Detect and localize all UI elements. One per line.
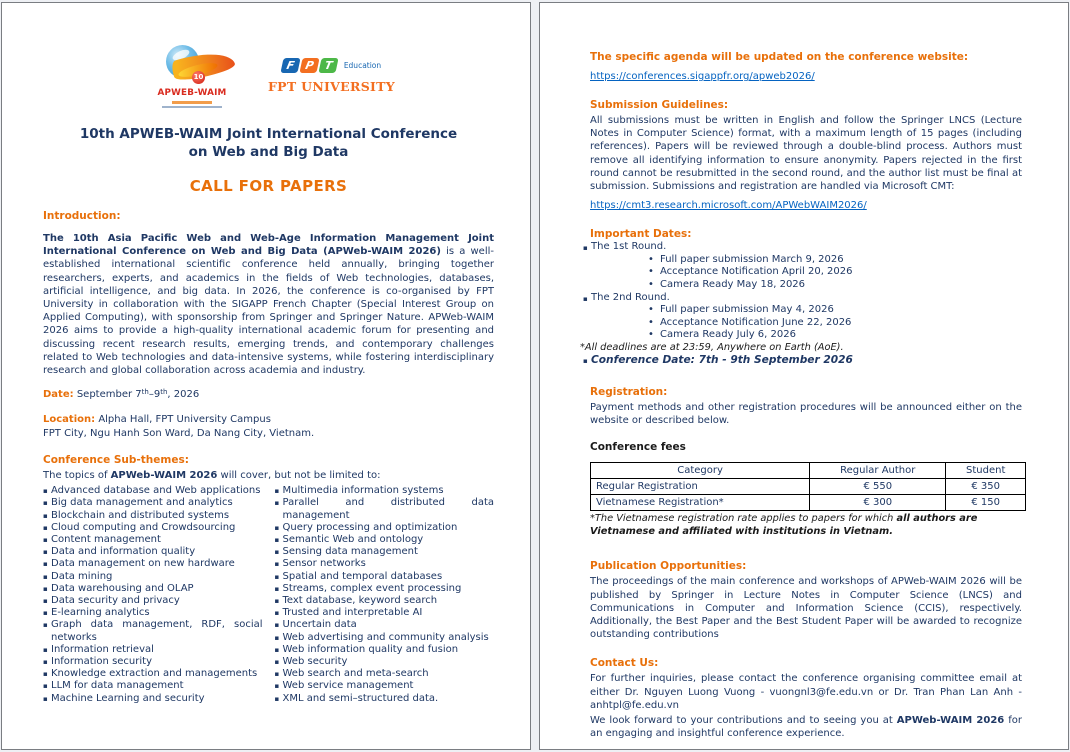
introduction-lead: The 10th Asia Pacific Web and Web-Age Information Management Joint International Conference on Web and Big Data (APWeb-WAIM 2026) xyxy=(43,233,494,258)
subtheme-item: ▪ Blockchain and distributed systems xyxy=(43,509,230,521)
registration-heading: Registration: xyxy=(590,386,668,399)
fees-cell-student: € 150 xyxy=(946,495,1026,511)
agenda-website-link[interactable]: https://conferences.sigappfr.org/apweb2026/ xyxy=(590,71,815,82)
subtheme-item: ▪ Trusted and interpretable AI xyxy=(274,607,423,619)
date-label: Date: xyxy=(43,389,74,401)
publication-paragraph: The proceedings of the main conference and workshops of APWeb-WAIM 2026 will be published by Springer in Lecture Notes in Computer Science (LNCS) and Communications in Computer and Information Science (CCIS), respectively. Additionally, the Best Paper and the Best Student Paper will be awarded to recognize outstanding contributions xyxy=(590,576,1022,641)
table-row xyxy=(591,479,1026,495)
fpt-letter-p: P xyxy=(299,58,319,73)
subtheme-item: ▪ E-learning analytics xyxy=(43,607,150,619)
bullet-icon: ▪ xyxy=(274,548,280,557)
bullet-icon: ▪ xyxy=(274,523,280,532)
subtheme-item: ▪ Web service management xyxy=(274,680,414,692)
submission-guidelines-heading: Submission Guidelines: xyxy=(590,99,729,111)
bullet-icon: ▪ xyxy=(43,572,48,581)
bullet-icon: ▪ xyxy=(274,694,280,703)
subtheme-item: ▪ Machine Learning and security xyxy=(43,692,205,704)
cmt-submission-link[interactable]: https://cmt3.research.microsoft.com/APWebWAIM2026/ xyxy=(590,200,867,212)
bullet-icon: ▪ xyxy=(43,645,48,654)
introduction-body: is a well-established international scientific conference held annually, bringing together researchers, experts, and academics in the fields of Web technologies, databases, artificial intelligence, and big data. In 2026, the conference is co-organised by FPT University in collaboration with the SIGAPP French Chapter (Special Interest Group on Applied Computing), with sponsorship from Springer and Springer Nature. APWeb-WAIM 2026 aims to provide a high-quality international academic forum for presenting and discussing recent research results, emerging trends, and contemporary challenges related to Web technologies and data-intensive systems, while fostering interdisciplinary research and global collaboration across academia and industry. xyxy=(43,246,494,377)
document-page-2 xyxy=(539,2,1069,750)
subtheme-item: ▪ Advanced database and Web applications xyxy=(43,485,261,497)
bullet-icon: ▪ xyxy=(43,499,48,508)
submission-guidelines-paragraph: All submissions must be written in English and follow the Springer LNCS (Lecture Notes in Computer Science) format, with a maximum length of 15 pages (including references). Papers will be reviewed through a double-blind process. Authors must remove all identifying information to ensure anonymity. Papers rejected in the first round cannot be resubmitted in the second round, and the author list must be final at submission. Submissions and registration are handled via Microsoft CMT: xyxy=(590,115,1022,193)
bullet-icon: ▪ xyxy=(274,597,280,606)
bullet-icon: ▪ xyxy=(583,294,588,303)
deadline-item: • Acceptance Notification April 20, 2026 xyxy=(648,266,853,278)
bullet-icon: ▪ xyxy=(274,645,280,654)
subthemes-intro: The topics of APWeb-WAIM 2026 will cover, but not be limited to: xyxy=(43,470,381,482)
subthemes-column-1 xyxy=(43,485,263,705)
deadline-item: • Camera Ready May 18, 2026 xyxy=(648,279,806,290)
logo-10th-badge: 10 xyxy=(192,71,205,84)
bullet-icon: ▪ xyxy=(274,658,280,667)
subtheme-item: ▪ Data management on new hardware xyxy=(43,558,235,570)
bullet-icon: ▪ xyxy=(43,609,48,618)
fpt-letter-f: F xyxy=(280,58,300,73)
subtheme-item: ▪ Data and information quality xyxy=(43,546,196,558)
bullet-icon: ▪ xyxy=(43,682,48,691)
bullet-icon: ▪ xyxy=(274,487,280,496)
subthemes-columns xyxy=(43,485,494,705)
bullet-icon: ▪ xyxy=(274,682,280,691)
bullet-icon: ▪ xyxy=(583,244,588,253)
date-value: September 7th–9th, 2026 xyxy=(76,387,200,401)
bullet-icon: ▪ xyxy=(43,560,48,569)
fees-header-category: Category xyxy=(591,463,810,479)
location-value-1: Alpha Hall, FPT University Campus xyxy=(98,414,271,426)
table-row xyxy=(591,495,1026,511)
bullet-icon: ▪ xyxy=(43,658,48,667)
logo-tagline-bar-2 xyxy=(162,106,222,108)
location-label: Location: xyxy=(43,414,96,426)
title-line-1: 10th APWEB-WAIM Joint International Conference xyxy=(79,126,458,142)
subtheme-item: ▪ LLM for data management xyxy=(43,680,184,692)
important-dates-heading: Important Dates: xyxy=(590,228,692,241)
registration-paragraph: Payment methods and other registration procedures will be announced either on the website or described below. xyxy=(590,402,1022,427)
bullet-icon: ▪ xyxy=(274,584,280,593)
date-line xyxy=(43,389,494,400)
apweb-logo-text: APWEB-WAIM xyxy=(157,88,227,98)
bullet-icon: • xyxy=(648,329,654,341)
subthemes-heading: Conference Sub-themes: xyxy=(43,454,189,467)
subtheme-item: ▪ Information retrieval xyxy=(43,643,154,655)
bullet-icon: ▪ xyxy=(43,584,48,593)
subtheme-item: ▪ Knowledge extraction and managements xyxy=(43,668,258,680)
bullet-icon: ▪ xyxy=(274,536,280,545)
subthemes-column-2 xyxy=(275,485,495,705)
round-1-item: ▪ The 1st Round. xyxy=(583,241,1022,254)
call-for-papers-heading: CALL FOR PAPERS xyxy=(189,177,348,195)
subtheme-item: ▪ Big data management and analytics xyxy=(43,497,233,509)
deadline-item: • Full paper submission May 4, 2026 xyxy=(648,304,834,316)
fpt-university-logo xyxy=(268,58,395,94)
subtheme-item: ▪ Data mining xyxy=(43,570,113,582)
bullet-icon: ▪ xyxy=(43,523,48,532)
contact-us-heading: Contact Us: xyxy=(590,657,659,670)
conference-date-item: ▪ Conference Date: 7th - 9th September 2026 xyxy=(583,354,853,367)
round-2-item: ▪ The 2nd Round. xyxy=(583,292,1022,305)
conference-fees-title: Conference fees xyxy=(590,441,686,454)
subtheme-item: ▪ XML and semi–structured data. xyxy=(274,692,439,704)
bullet-icon: ▪ xyxy=(274,633,280,642)
document-title xyxy=(43,125,494,161)
fees-cell-student: € 350 xyxy=(946,479,1026,495)
fees-cell-category: Regular Registration xyxy=(591,479,810,495)
deadline-item: • Camera Ready July 6, 2026 xyxy=(648,329,796,341)
bullet-icon: ▪ xyxy=(43,536,48,545)
subtheme-item: ▪ Semantic Web and ontology xyxy=(274,534,424,546)
bullet-icon: • xyxy=(648,304,654,316)
location-line-1 xyxy=(43,413,494,427)
conference-fees-table xyxy=(590,462,1026,511)
fees-header-row xyxy=(591,463,1026,479)
subtheme-item: ▪ Query processing and optimization xyxy=(274,521,458,533)
subtheme-item: ▪ Content management xyxy=(43,534,161,546)
bullet-icon: • xyxy=(648,316,654,328)
agenda-heading: The specific agenda will be updated on the conference website: xyxy=(590,51,969,63)
bullet-icon: ▪ xyxy=(43,621,48,630)
subtheme-item: ▪ Parallel and distributed data management xyxy=(274,497,494,521)
subtheme-item: ▪ Graph data management, RDF, social networks xyxy=(43,619,263,643)
bullet-icon: ▪ xyxy=(43,597,48,606)
bullet-icon: • xyxy=(648,279,654,290)
fees-cell-regular: € 300 xyxy=(810,495,946,511)
bullet-icon: ▪ xyxy=(583,357,588,366)
fpt-education-label: Education xyxy=(343,61,382,70)
location-block xyxy=(43,413,494,440)
logo-row xyxy=(43,45,494,115)
subtheme-item: ▪ Sensing data management xyxy=(274,546,418,558)
deadline-item: • Full paper submission March 9, 2026 xyxy=(648,253,844,265)
subtheme-item: ▪ Web advertising and community analysis xyxy=(274,631,489,643)
bullet-icon: ▪ xyxy=(274,499,280,508)
fpt-letter-blocks xyxy=(268,58,395,73)
deadline-item: • Acceptance Notification June 22, 2026 xyxy=(648,316,852,328)
subtheme-item: ▪ Data security and privacy xyxy=(43,595,180,607)
subtheme-item: ▪ Text database, keyword search xyxy=(274,595,438,607)
logo-tagline-bar-1 xyxy=(172,101,212,104)
fpt-letter-t: T xyxy=(318,58,338,73)
subtheme-item: ▪ Sensor networks xyxy=(274,558,366,570)
fees-header-student: Student xyxy=(946,463,1026,479)
bullet-icon: ▪ xyxy=(274,670,280,679)
fees-cell-regular: € 550 xyxy=(810,479,946,495)
publication-opportunities-heading: Publication Opportunities: xyxy=(590,560,747,573)
bullet-icon: ▪ xyxy=(43,670,48,679)
fpt-university-label: FPT UNIVERSITY xyxy=(267,79,395,94)
apweb-waim-logo xyxy=(142,45,242,113)
subtheme-item: ▪ Web security xyxy=(274,656,348,668)
bullet-icon: ▪ xyxy=(274,609,280,618)
bullet-icon: • xyxy=(648,266,654,278)
subtheme-item: ▪ Multimedia information systems xyxy=(274,485,444,497)
bullet-icon: ▪ xyxy=(274,560,280,569)
bullet-icon: ▪ xyxy=(274,572,280,581)
subtheme-item: ▪ Data warehousing and OLAP xyxy=(43,582,194,594)
subtheme-item: ▪ Uncertain data xyxy=(274,619,357,631)
vietnamese-rate-note: *The Vietnamese registration rate applies to papers for which all authors are Vietnamese and affiliated with institutions in Vietnam. xyxy=(590,513,978,537)
title-line-2: on Web and Big Data xyxy=(188,144,349,160)
bullet-icon: ▪ xyxy=(274,621,280,630)
bullet-icon: ▪ xyxy=(43,511,48,520)
fees-header-regular-author: Regular Author xyxy=(810,463,946,479)
closing-paragraph: We look forward to your contributions and to seeing you at APWeb-WAIM 2026 for an engaging and insightful conference experience. xyxy=(590,715,1022,740)
deadlines-aoe-note: *All deadlines are at 23:59, Anywhere on Earth (AoE). xyxy=(580,341,844,353)
document-page-1 xyxy=(1,2,531,750)
subtheme-item: ▪ Spatial and temporal databases xyxy=(274,570,443,582)
location-line-2: FPT City, Ngu Hanh Son Ward, Da Nang City, Vietnam. xyxy=(43,427,315,439)
bullet-icon: ▪ xyxy=(43,548,48,557)
fees-cell-category: Vietnamese Registration* xyxy=(591,495,810,511)
contact-paragraph: For further inquiries, please contact the conference organising committee email at either Dr. Nguyen Luong Vuong - vuongnl3@fe.edu.vn or Dr. Tran Phan Lan Anh - anhtpl@fe.edu.vn xyxy=(590,673,1022,711)
introduction-heading: Introduction: xyxy=(43,210,121,222)
subtheme-item: ▪ Web search and meta-search xyxy=(274,668,429,680)
subtheme-item: ▪ Web information quality and fusion xyxy=(274,643,459,655)
subtheme-item: ▪ Streams, complex event processing xyxy=(274,582,462,594)
bullet-icon: • xyxy=(648,253,654,265)
introduction-paragraph xyxy=(43,232,494,377)
bullet-icon: ▪ xyxy=(43,487,48,496)
subtheme-item: ▪ Cloud computing and Crowdsourcing xyxy=(43,521,236,533)
bullet-icon: ▪ xyxy=(43,694,48,703)
subtheme-item: ▪ Information security xyxy=(43,656,152,668)
